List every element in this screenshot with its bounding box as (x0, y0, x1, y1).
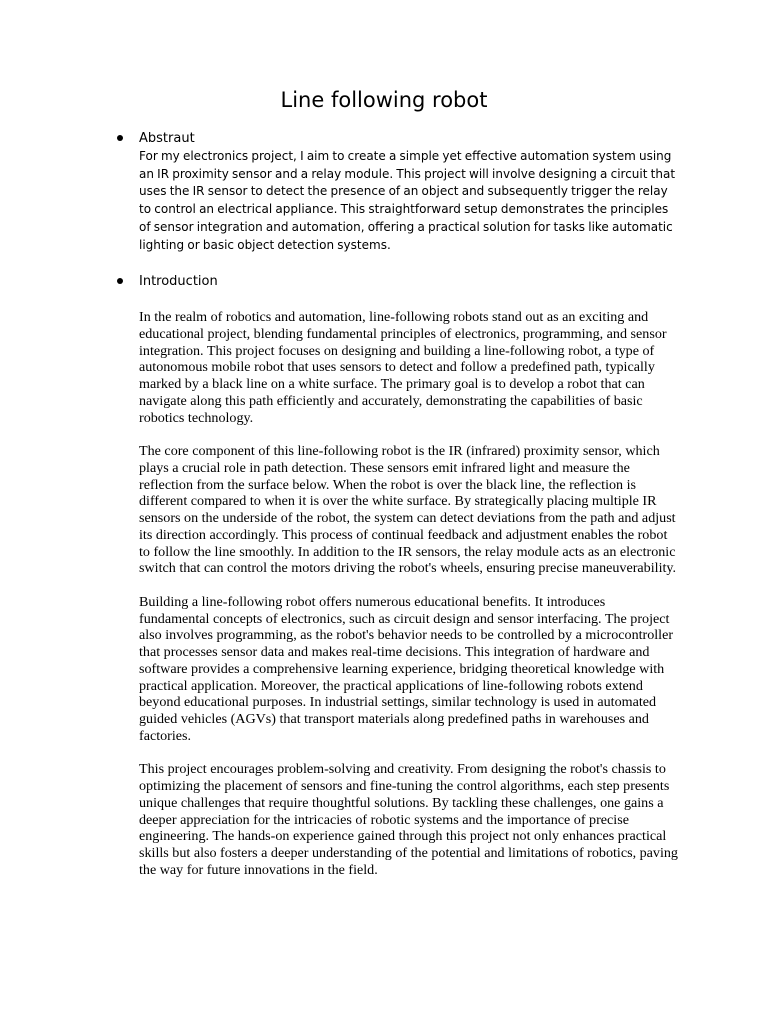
document-title: Line following robot (280, 88, 488, 112)
introduction-body (139, 309, 679, 895)
introduction-bullet-item (117, 273, 677, 291)
bullet-icon (117, 278, 123, 284)
introduction-paragraph: Building a line-following robot offers numerous educational benefits. It introduces fundamental concepts of electronics, such as circuit design and sensor interfacing. The project also involves programming, as the robot's behavior needs to be controlled by a microcontroller that processes sensor data and makes real-time decisions. This integration of hardware and software provides a comprehensive learning experience, bridging theoretical knowledge with practical application. Moreover, the practical applications of line-following robots extend beyond educational purposes. In industrial settings, similar technology is used in automated guided vehicles (AGVs) that transport materials along predefined paths in warehouses and factories. (139, 593, 674, 744)
introduction-heading: Introduction (139, 274, 218, 289)
bullet-icon (117, 135, 123, 141)
abstract-heading: Abstraut (139, 131, 195, 146)
introduction-paragraph: In the realm of robotics and automation, line-following robots stand out as an exciting and educational project, blending fundamental principles of electronics, programming, and sensor integration. This project focuses on designing and building a line-following robot, a type of autonomous mobile robot that uses sensors to detect and follow a predefined path, typically marked by a black line on a white surface. The primary goal is to develop a robot that can navigate along this path efficiently and accurately, demonstrating the capabilities of basic robotics technology. (139, 309, 667, 426)
introduction-paragraph: This project encourages problem-solving and creativity. From designing the robot's chassis to optimizing the placement of sensors and fine-tuning the control algorithms, each step presents unique challenges that require thoughtful solutions. By tackling these challenges, one gains a deeper appreciation for the intricacies of robotic systems and the importance of precise engineering. The hands-on experience gained through this project not only enhances practical skills but also fosters a deeper understanding of the potential and limitations of robotics, paving the way for future innovations in the field. (139, 761, 678, 878)
introduction-paragraph: The core component of this line-following robot is the IR (infrared) proximity sensor, which plays a crucial role in path detection. These sensors emit infrared light and measure the reflection from the surface below. When the robot is over the black line, the reflection is different compared to when it is over the white surface. By strategically placing multiple IR sensors on the underside of the robot, the system can detect deviations from the path and adjust its direction accordingly. This process of continual feedback and adjustment enables the robot to follow the line smoothly. In addition to the IR sensors, the relay module acts as an electronic switch that can control the motors driving the robot's wheels, ensuring precise maneuverability. (139, 443, 677, 577)
abstract-bullet-item (117, 130, 677, 148)
abstract-paragraph: For my electronics project, I aim to create a simple yet effective automation system using an IR proximity sensor and a relay module. This project will involve designing a circuit that uses the IR sensor to detect the presence of an object and subsequently trigger the relay to control an electrical appliance. This straightforward setup demonstrates the principles of sensor integration and automation, offering a practical solution for tasks like automatic lighting or basic object detection systems. (139, 149, 676, 252)
